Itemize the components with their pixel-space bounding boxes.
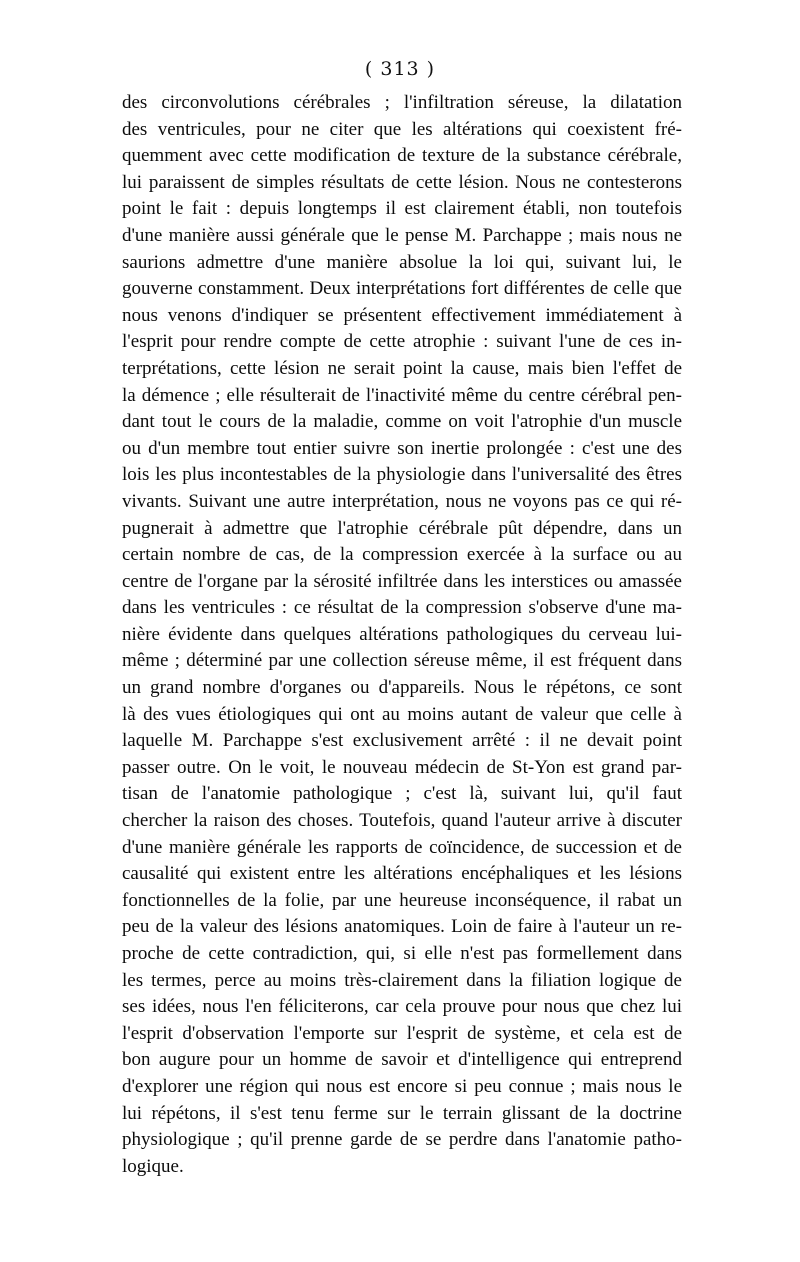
text-line: là des vues étiologiques qui ont au moins autant de valeur que celle à (122, 703, 682, 725)
text-line: bon augure pour un homme de savoir et d'intelligence qui entreprend (122, 1049, 682, 1071)
text-line: fonctionnelles de la folie, par une heureuse inconséquence, il rabat un (122, 889, 682, 911)
text-line: des ventricules, pour ne citer que les altérations qui coexistent fré- (122, 118, 682, 140)
text-line: point le fait : depuis longtemps il est clairement établi, non toutefois (122, 198, 682, 220)
text-line: quemment avec cette modification de texture de la substance cérébrale, (122, 145, 682, 167)
text-line: causalité qui existent entre les altérations encéphaliques et les lésions (122, 863, 682, 885)
text-line: d'une manière générale les rapports de coïncidence, de succession et de (122, 836, 682, 858)
text-line-last: logique. (122, 1155, 184, 1177)
text-line: lui répétons, il s'est tenu ferme sur le terrain glissant de la doctrine (122, 1102, 682, 1124)
text-line: ou d'un membre tout entier suivre son inertie prolongée : c'est une des (122, 437, 682, 459)
text-line: les termes, perce au moins très-clairement dans la filiation logique de (122, 969, 682, 991)
text-line: pugnerait à admettre que l'atrophie cérébrale pût dépendre, dans un (122, 517, 682, 539)
text-line: nière évidente dans quelques altérations pathologiques du cerveau lui- (122, 623, 682, 645)
text-line: la démence ; elle résulterait de l'inactivité même du centre cérébral pen- (122, 384, 682, 406)
text-line: chercher la raison des choses. Toutefois, quand l'auteur arrive à discuter (122, 810, 682, 832)
text-line: même ; déterminé par une collection séreuse même, il est fréquent dans (122, 650, 682, 672)
text-line: lui paraissent de simples résultats de cette lésion. Nous ne contesterons (122, 171, 682, 193)
text-line: laquelle M. Parchappe s'est exclusivement arrêté : il ne devait point (122, 730, 682, 752)
text-line: lois les plus incontestables de la physiologie dans l'universalité des êtres (122, 464, 682, 486)
text-line: centre de l'organe par la sérosité infiltrée dans les interstices ou amassée (122, 570, 682, 592)
text-line: certain nombre de cas, de la compression exercée à la surface ou au (122, 544, 682, 566)
page-number: ( 313 ) (364, 58, 436, 80)
text-line: gouverne constamment. Deux interprétations fort différentes de celle que (122, 278, 682, 300)
body-text (122, 90, 682, 1180)
text-line: vivants. Suivant une autre interprétation, nous ne voyons pas ce qui ré- (122, 490, 682, 512)
text-line: d'une manière aussi générale que le pense M. Parchappe ; mais nous ne (122, 224, 682, 246)
text-line: dant tout le cours de la maladie, comme on voit l'atrophie d'un muscle (122, 411, 682, 433)
text-line: ses idées, nous l'en féliciterons, car cela prouve pour nous que chez lui (122, 996, 682, 1018)
text-line: physiologique ; qu'il prenne garde de se perdre dans l'anatomie patho- (122, 1129, 682, 1151)
text-line: un grand nombre d'organes ou d'appareils. Nous le répétons, ce sont (122, 677, 682, 699)
text-line: terprétations, cette lésion ne serait point la cause, mais bien l'effet de (122, 357, 682, 379)
text-line: passer outre. On le voit, le nouveau médecin de St-Yon est grand par- (122, 756, 682, 778)
text-line: peu de la valeur des lésions anatomiques. Loin de faire à l'auteur un re- (122, 916, 682, 938)
text-line: proche de cette contradiction, qui, si elle n'est pas formellement dans (122, 943, 682, 964)
text-line: l'esprit pour rendre compte de cette atrophie : suivant l'une de ces in- (122, 331, 682, 353)
text-line: nous venons d'indiquer se présentent effectivement immédiatement à (122, 304, 682, 326)
text-line: des circonvolutions cérébrales ; l'infiltration séreuse, la dilatation (122, 92, 682, 113)
text-line: d'explorer une région qui nous est encore si peu connue ; mais nous le (122, 1075, 682, 1097)
text-line: saurions admettre d'une manière absolue la loi qui, suivant lui, le (122, 251, 682, 273)
text-line: tisan de l'anatomie pathologique ; c'est là, suivant lui, qu'il faut (122, 783, 682, 805)
text-line: l'esprit d'observation l'emporte sur l'esprit de système, et cela est de (122, 1022, 682, 1044)
text-line: dans les ventricules : ce résultat de la compression s'observe d'une ma- (122, 597, 682, 619)
